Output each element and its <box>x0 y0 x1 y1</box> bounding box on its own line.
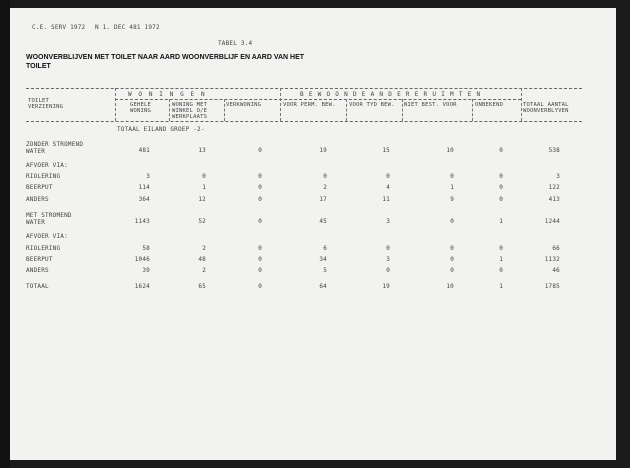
table-cell: 19 <box>319 147 327 154</box>
table-cell: 52 <box>198 218 206 225</box>
table-cell: 1 <box>202 184 206 191</box>
group-header-andere-ruimten: B E W O O N D E A N D E R E R U I M T E N <box>300 91 481 98</box>
table-cell: 0 <box>386 245 390 252</box>
table-cell: 0 <box>499 173 503 180</box>
table-cell: 0 <box>258 256 262 263</box>
table-cell: 3 <box>386 218 390 225</box>
table-cell: 122 <box>548 184 560 191</box>
table-cell: 2 <box>202 245 206 252</box>
row-label-continued: WATER <box>26 148 46 155</box>
table-cell: 10 <box>446 283 454 290</box>
column-header: VOOR TYD BEW. <box>349 102 395 108</box>
table-cell: 45 <box>319 218 327 225</box>
col-divider <box>115 88 116 121</box>
table-cell: 6 <box>323 245 327 252</box>
group-header-woningen: W O N I N G E N <box>128 91 207 98</box>
subheader: TOTAAL EILAND GROEP -2- <box>117 126 205 133</box>
table-cell: 3 <box>386 256 390 263</box>
table-cell: 0 <box>258 283 262 290</box>
table-cell: 15 <box>382 147 390 154</box>
row-label: AFVOER VIA: <box>26 233 68 240</box>
table-cell: 19 <box>382 283 390 290</box>
table-cell: 48 <box>198 256 206 263</box>
row-label: AFVOER VIA: <box>26 162 68 169</box>
col-divider <box>402 99 403 121</box>
group-rule <box>115 99 521 100</box>
table-cell: 1 <box>450 184 454 191</box>
table-cell: 39 <box>142 267 150 274</box>
table-cell: 17 <box>319 196 327 203</box>
table-cell: 0 <box>450 173 454 180</box>
column-header: VERKWONING <box>226 102 262 108</box>
table-cell: 1624 <box>134 283 150 290</box>
reference-code: C.E. SERV 1972 <box>32 24 86 31</box>
table-cell: 0 <box>450 245 454 252</box>
row-label: RIOLERING <box>26 245 61 252</box>
table-cell: 0 <box>386 173 390 180</box>
column-header: TOTAAL AANTAL WOONVERBLYVEN <box>523 102 569 114</box>
table-cell: 1143 <box>134 218 150 225</box>
table-header-rule <box>26 121 582 122</box>
row-label-continued: WATER <box>26 219 46 226</box>
table-cell: 0 <box>499 196 503 203</box>
table-top-rule <box>26 88 582 89</box>
table-cell: 58 <box>142 245 150 252</box>
table-number: TABEL 3.4 <box>218 40 253 47</box>
table-cell: 1244 <box>544 218 560 225</box>
row-label: ANDERS <box>26 196 49 203</box>
table-cell: 0 <box>386 267 390 274</box>
table-cell: 2 <box>202 267 206 274</box>
table-cell: 9 <box>450 196 454 203</box>
table-cell: 65 <box>198 283 206 290</box>
table-cell: 0 <box>450 256 454 263</box>
table-cell: 0 <box>258 245 262 252</box>
table-cell: 0 <box>258 184 262 191</box>
table-cell: 3 <box>556 173 560 180</box>
table-cell: 12 <box>198 196 206 203</box>
table-cell: 1785 <box>544 283 560 290</box>
table-cell: 0 <box>258 218 262 225</box>
col-divider <box>169 99 170 121</box>
table-cell: 13 <box>198 147 206 154</box>
table-cell: 364 <box>138 196 150 203</box>
column-header: ONBEKEND <box>475 102 504 108</box>
table-cell: 0 <box>258 147 262 154</box>
table-cell: 1046 <box>134 256 150 263</box>
row-label: MET STROMEND <box>26 212 72 219</box>
table-cell: 2 <box>323 184 327 191</box>
table-title-line2: TOILET <box>26 63 51 70</box>
col-divider <box>346 99 347 121</box>
col-divider <box>472 99 473 121</box>
scan-border <box>0 0 10 468</box>
table-title-line1: WOONVERBLIJVEN MET TOILET NAAR AARD WOONVERBLIJF EN AARD VAN HET <box>26 54 305 61</box>
column-header: NIET BEST. VOOR <box>404 102 457 108</box>
table-cell: 0 <box>450 218 454 225</box>
document-page <box>10 8 616 460</box>
table-cell: 0 <box>499 245 503 252</box>
table-cell: 413 <box>548 196 560 203</box>
row-label: BEERPUT <box>26 256 53 263</box>
date-stamp: N 1. DEC 481 1972 <box>95 24 160 31</box>
table-cell: 0 <box>499 184 503 191</box>
table-cell: 0 <box>258 196 262 203</box>
table-cell: 0 <box>258 267 262 274</box>
row-header-label: TOILET VERZIENING <box>28 98 64 110</box>
table-cell: 5 <box>323 267 327 274</box>
table-cell: 0 <box>450 267 454 274</box>
table-cell: 64 <box>319 283 327 290</box>
table-cell: 11 <box>382 196 390 203</box>
table-cell: 4 <box>386 184 390 191</box>
table-cell: 0 <box>323 173 327 180</box>
table-cell: 1 <box>499 218 503 225</box>
col-divider <box>280 88 281 121</box>
table-cell: 66 <box>552 245 560 252</box>
row-label: TOTAAL <box>26 283 49 290</box>
column-header: WONING MET WINKEL O/E WERKPLAATS <box>172 102 208 120</box>
table-cell: 34 <box>319 256 327 263</box>
table-cell: 3 <box>146 173 150 180</box>
column-header: VOOR PERM. BEW. <box>283 102 336 108</box>
table-cell: 46 <box>552 267 560 274</box>
row-label: BEERPUT <box>26 184 53 191</box>
row-label: RIOLERING <box>26 173 61 180</box>
table-cell: 10 <box>446 147 454 154</box>
table-cell: 0 <box>499 147 503 154</box>
table-cell: 538 <box>548 147 560 154</box>
table-cell: 1132 <box>544 256 560 263</box>
col-divider <box>224 99 225 121</box>
col-divider <box>521 88 522 121</box>
table-cell: 0 <box>499 267 503 274</box>
table-cell: 1 <box>499 256 503 263</box>
table-cell: 0 <box>202 173 206 180</box>
table-cell: 0 <box>258 173 262 180</box>
table-cell: 1 <box>499 283 503 290</box>
column-header: GEHELE WONING <box>130 102 152 114</box>
row-label: ANDERS <box>26 267 49 274</box>
table-cell: 481 <box>138 147 150 154</box>
row-label: ZONDER STROMEND <box>26 141 84 148</box>
table-cell: 114 <box>138 184 150 191</box>
